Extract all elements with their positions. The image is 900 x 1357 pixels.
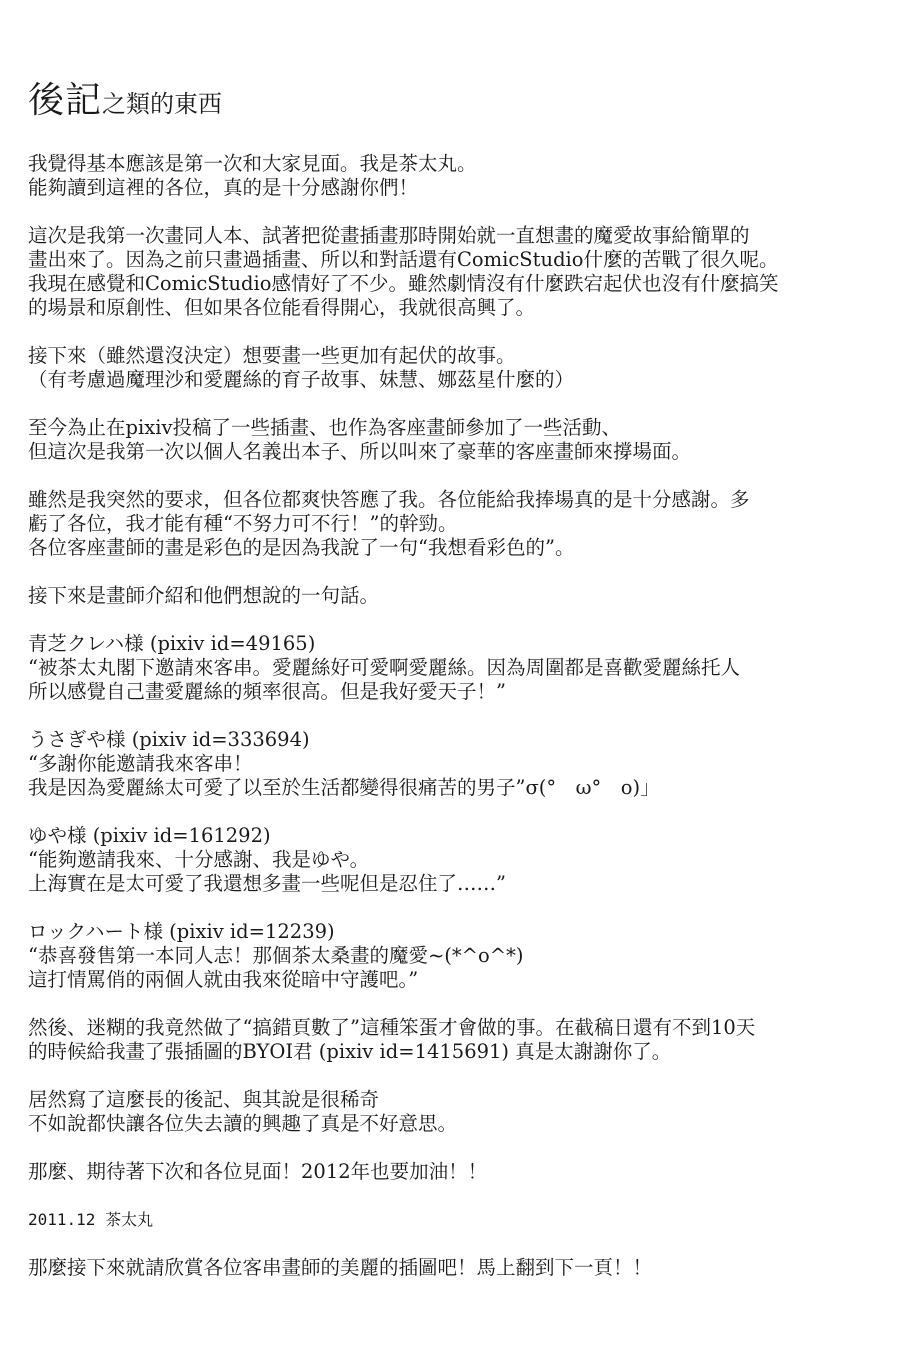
text-line: 的時候給我畫了張插圖的BYOI君 (pixiv id=1415691) 真是太謝謝你了。: [28, 1040, 672, 1063]
guest-comment: “恭喜發售第一本同人志！那個茶太桑畫的魔愛~(*^o^*): [28, 944, 524, 967]
text-line: 居然寫了這麼長的後記、與其說是很稀奇: [28, 1088, 380, 1111]
text-line: 接下來是畫師介紹和他們想說的一句話。: [28, 584, 380, 607]
guest-name: うさぎや様 (pixiv id=333694): [28, 728, 310, 751]
text-line: 雖然是我突然的要求，但各位都爽快答應了我。各位能給我捧場真的是十分感謝。多: [28, 488, 750, 511]
signature: [28, 1208, 868, 1232]
text-line: 能夠讀到這裡的各位，真的是十分感謝你們！: [28, 176, 419, 199]
paragraph-first-doujin: [28, 224, 868, 320]
guest-usagiya: [28, 728, 868, 800]
paragraph-see-you: [28, 1160, 868, 1184]
guest-name: ゆや様 (pixiv id=161292): [28, 824, 271, 847]
text-line: 的場景和原創性、但如果各位能看得開心，我就很高興了。: [28, 296, 536, 319]
guest-comment: 我是因為愛麗絲太可愛了以至於生活都變得很痛苦的男子”σ(° ω° o)」: [28, 776, 660, 799]
text-line: 那麼、期待著下次和各位見面！2012年也要加油！！: [28, 1160, 488, 1183]
paragraph-apology: [28, 1088, 868, 1136]
paragraph-closing: [28, 1256, 868, 1280]
text-line: 虧了各位，我才能有種“不努力可不行！”的幹勁。: [28, 512, 458, 535]
paragraph-thanks-guests: [28, 488, 868, 560]
guest-comment: “多謝你能邀請我來客串！: [28, 752, 253, 775]
text-line: 至今為止在pixiv投稿了一些插畫、也作為客座畫師參加了一些活動、: [28, 416, 621, 439]
text-line: 但這次是我第一次以個人名義出本子、所以叫來了豪華的客座畫師來撐場面。: [28, 440, 692, 463]
text-line: （有考慮過魔理沙和愛麗絲的育子故事、妹慧、娜茲星什麼的）: [28, 368, 575, 391]
page-title: [28, 78, 868, 130]
text-line: 我覺得基本應該是第一次和大家見面。我是茶太丸。: [28, 152, 477, 175]
title-sub: 之類的東西: [102, 90, 223, 118]
text-line: 那麼接下來就請欣賞各位客串畫師的美麗的插圖吧！馬上翻到下一頁！！: [28, 1256, 653, 1279]
paragraph-greeting: [28, 152, 868, 200]
guest-comment: “能夠邀請我來、十分感謝、我是ゆや。: [28, 848, 370, 871]
afterword-page: [28, 78, 868, 1304]
text-line: 這次是我第一次畫同人本、試著把從畫插畫那時開始就一直想畫的魔愛故事給簡單的: [28, 224, 750, 247]
paragraph-pixiv: [28, 416, 868, 464]
guest-comment: “被茶太丸閣下邀請來客串。愛麗絲好可愛啊愛麗絲。因為周圍都是喜歡愛麗絲托人: [28, 656, 740, 679]
text-line: 接下來（雖然還沒決定）想要畫一些更加有起伏的故事。: [28, 344, 516, 367]
text-line: 畫出來了。因為之前只畫過插畫、所以和對話還有ComicStudio什麼的苦戰了很久呢。: [28, 248, 779, 271]
paragraph-page-mistake: [28, 1016, 868, 1064]
text-line: 我現在感覺和ComicStudio感情好了不少。雖然劇情沒有什麼跌宕起伏也沒有什麼搞笑: [28, 272, 779, 295]
guest-comment: 所以感覺自己畫愛麗絲的頻率很高。但是我好愛天子！”: [28, 680, 506, 703]
guest-yuya: [28, 824, 868, 896]
guest-rockheart: [28, 920, 868, 992]
guest-comment: 上海實在是太可愛了我還想多畫一些呢但是忍住了……”: [28, 872, 506, 895]
guest-name: 青芝クレハ様 (pixiv id=49165): [28, 632, 316, 655]
paragraph-next-plans: [28, 344, 868, 392]
text-line: 不如說都快讓各位失去讀的興趣了真是不好意思。: [28, 1112, 458, 1135]
guest-name: ロックハート様 (pixiv id=12239): [28, 920, 335, 943]
text-line: 各位客座畫師的畫是彩色的是因為我說了一句“我想看彩色的”。: [28, 536, 575, 559]
guest-aoshiba: [28, 632, 868, 704]
text-line: 然後、迷糊的我竟然做了“搞錯頁數了”這種笨蛋才會做的事。在截稿日還有不到10天: [28, 1016, 756, 1039]
signature-line: 2011.12 茶太丸: [28, 1210, 154, 1229]
guest-comment: 這打情罵俏的兩個人就由我來從暗中守護吧。”: [28, 968, 419, 991]
title-main: 後記: [28, 80, 103, 121]
paragraph-intro-guests: [28, 584, 868, 608]
